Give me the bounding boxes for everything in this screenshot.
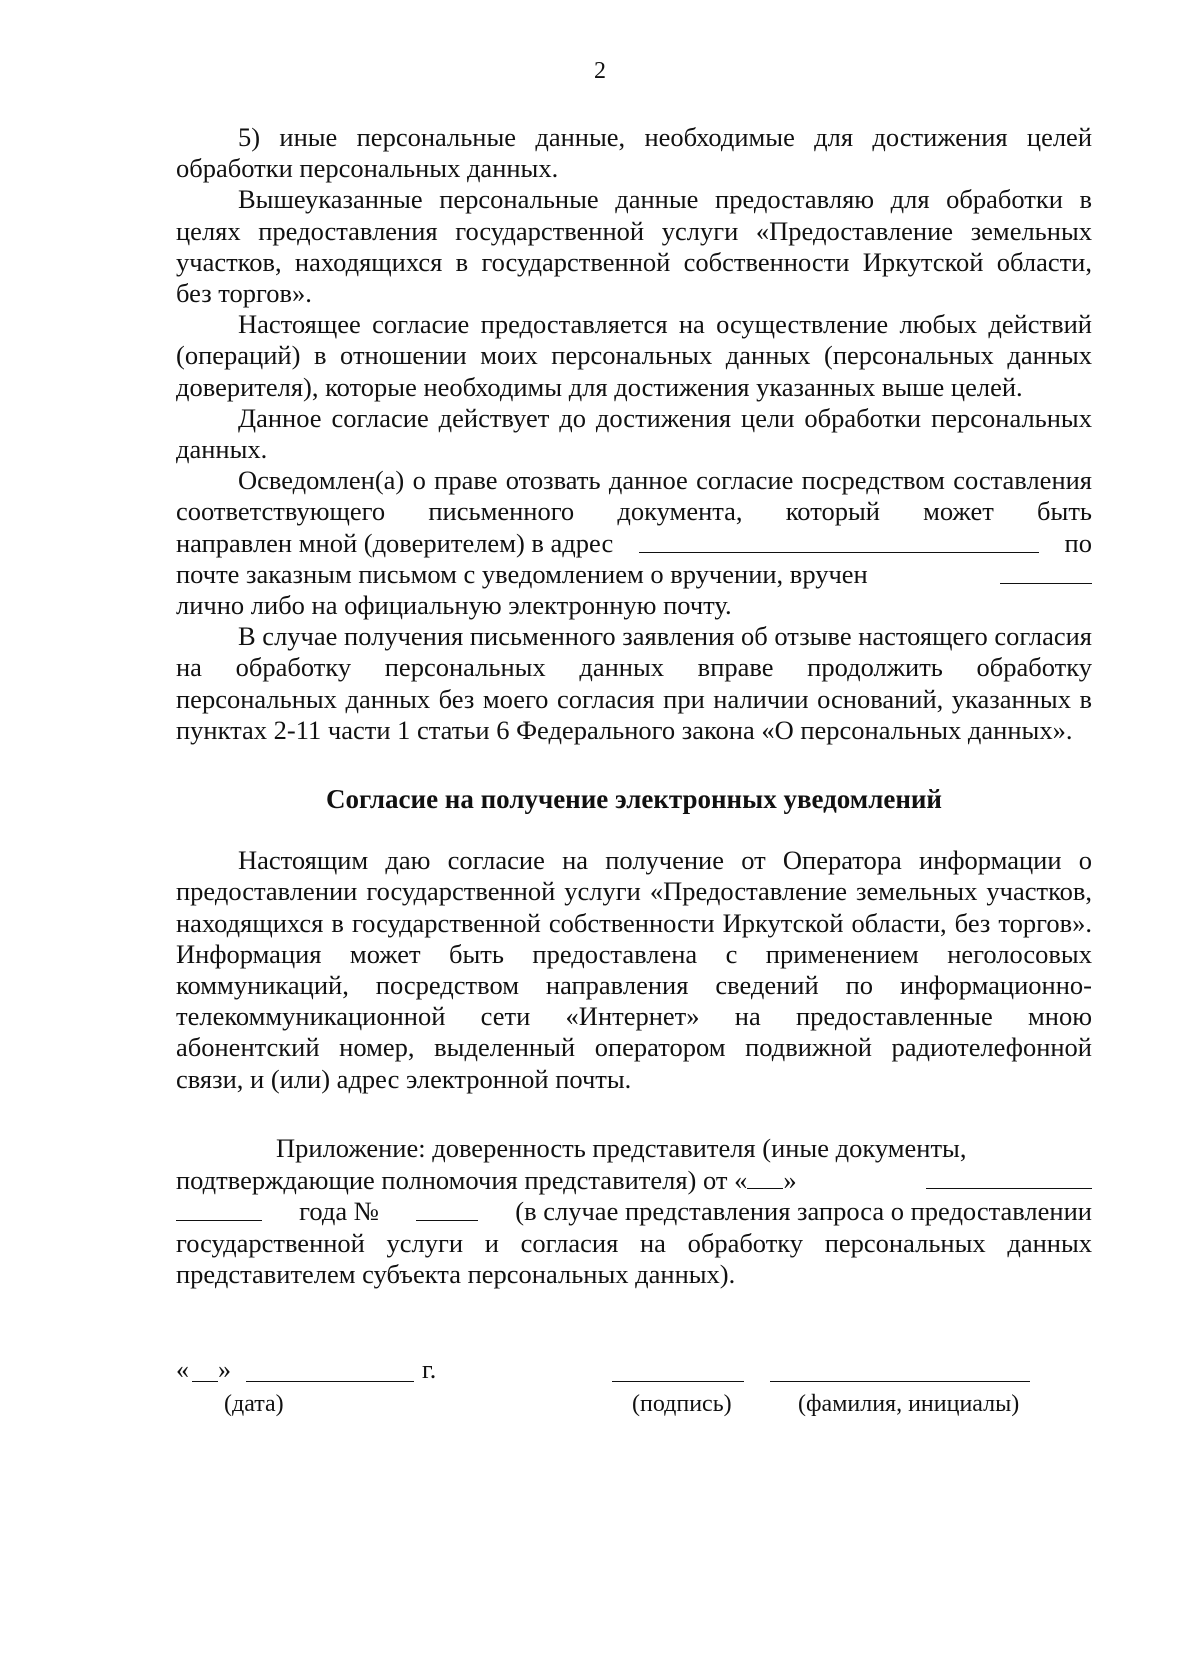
signature-block xyxy=(176,1355,1092,1435)
revocation-line-1: Осведомлен(а) о праве отозвать данное согласие посредством составления соответствующего письменного документа, который может быть xyxy=(176,465,1092,527)
paragraph-validity: Данное согласие действует до достижения цели обработки персональных данных. xyxy=(176,402,1092,465)
attachment-block xyxy=(176,1133,1092,1290)
revocation-line-3 xyxy=(176,559,1092,590)
revocation-line-4: лично либо на официальную электронную почту. xyxy=(176,590,732,621)
revocation-mail-label: почте заказным письмом с уведомлением о вручении, вручен xyxy=(176,558,868,589)
page-number: 2 xyxy=(594,58,606,84)
attachment-year-label: года № xyxy=(299,1196,379,1227)
date-day-blank[interactable] xyxy=(192,1381,218,1382)
name-caption: (фамилия, инициалы) xyxy=(798,1391,1020,1417)
attachment-year-blank[interactable] xyxy=(176,1196,262,1221)
signature-blank[interactable] xyxy=(612,1381,744,1382)
revocation-address-label: направлен мной (доверителем) в адрес xyxy=(176,527,614,558)
paragraph-continuation: В случае получения письменного заявления об отзыве настоящего согласия на обработку персональных данных вправе продолжить обработку персональных данных без моего согласия при наличии оснований, указанных в пунктах 2-11 части 1 статьи 6 Федерального закона «О персональных данных». xyxy=(176,621,1092,745)
paragraph-notifications: Настоящим даю согласие на получение от Оператора информации о предоставлении государственной услуги «Предоставление земельных участков, находящихся в государственной собственности Иркутской области, без торгов». Информация может быть предоставлена с применением неголосовых коммуникаций, посредством направления сведений по информационно-телекоммуникационной сети «Интернет» на предоставленные мною абонентский номер, выделенный оператором подвижной радиотелефонной связи, и (или) адрес электронной почты. xyxy=(176,845,1092,1094)
attachment-month-blank[interactable] xyxy=(926,1164,1092,1189)
signature-caption: (подпись) xyxy=(632,1391,732,1417)
spacer xyxy=(176,1095,1092,1133)
date-month-blank[interactable] xyxy=(246,1381,414,1382)
document-body xyxy=(176,122,1092,1290)
attachment-from-label: подтверждающие полномочия представителя) от « xyxy=(176,1165,748,1196)
attachment-line-1 xyxy=(176,1133,1092,1164)
section-heading: Согласие на получение электронных уведомлений xyxy=(326,784,942,815)
attachment-line-4: государственной услуги и согласия на обработку персональных данных представителем субъекта персональных данных). xyxy=(176,1227,1092,1289)
address-blank-field[interactable] xyxy=(639,528,1039,553)
name-blank[interactable] xyxy=(770,1381,1030,1382)
attachment-text-1: Приложение: доверенность представителя (иные документы, xyxy=(276,1132,967,1163)
attachment-day-blank[interactable] xyxy=(747,1164,783,1189)
date-caption: (дата) xyxy=(224,1391,284,1417)
attachment-line-3 xyxy=(176,1196,1092,1227)
paragraph-revocation xyxy=(176,465,1092,621)
attachment-text-2 xyxy=(176,1164,797,1196)
date-open-quote: « xyxy=(176,1355,189,1384)
attachment-number-blank[interactable] xyxy=(416,1196,478,1221)
date-year-suffix: г. xyxy=(422,1355,437,1384)
revocation-by-label: по xyxy=(1064,527,1092,558)
paragraph-scope: Настоящее согласие предоставляется на осуществление любых действий (операций) в отношении моих персональных данных (персональных данных доверителя), которые необходимы для достижения указанных выше целей. xyxy=(176,309,1092,402)
date-close-quote: » xyxy=(218,1355,231,1384)
paragraph-other-data: 5) иные персональные данные, необходимые для достижения целей обработки персональных данных. xyxy=(176,122,1092,184)
delivered-blank-field[interactable] xyxy=(1000,559,1092,584)
attachment-line-2 xyxy=(176,1164,1092,1196)
paragraph-purpose: Вышеуказанные персональные данные предоставляю для обработки в целях предоставления государственной услуги «Предоставление земельных участков, находящихся в государственной собственности Иркутской области, без торгов». xyxy=(176,184,1092,309)
attachment-case-label: (в случае представления запроса о предоставлении xyxy=(515,1196,1092,1227)
revocation-line-2 xyxy=(176,528,1092,559)
attachment-quote-close: » xyxy=(783,1165,797,1196)
